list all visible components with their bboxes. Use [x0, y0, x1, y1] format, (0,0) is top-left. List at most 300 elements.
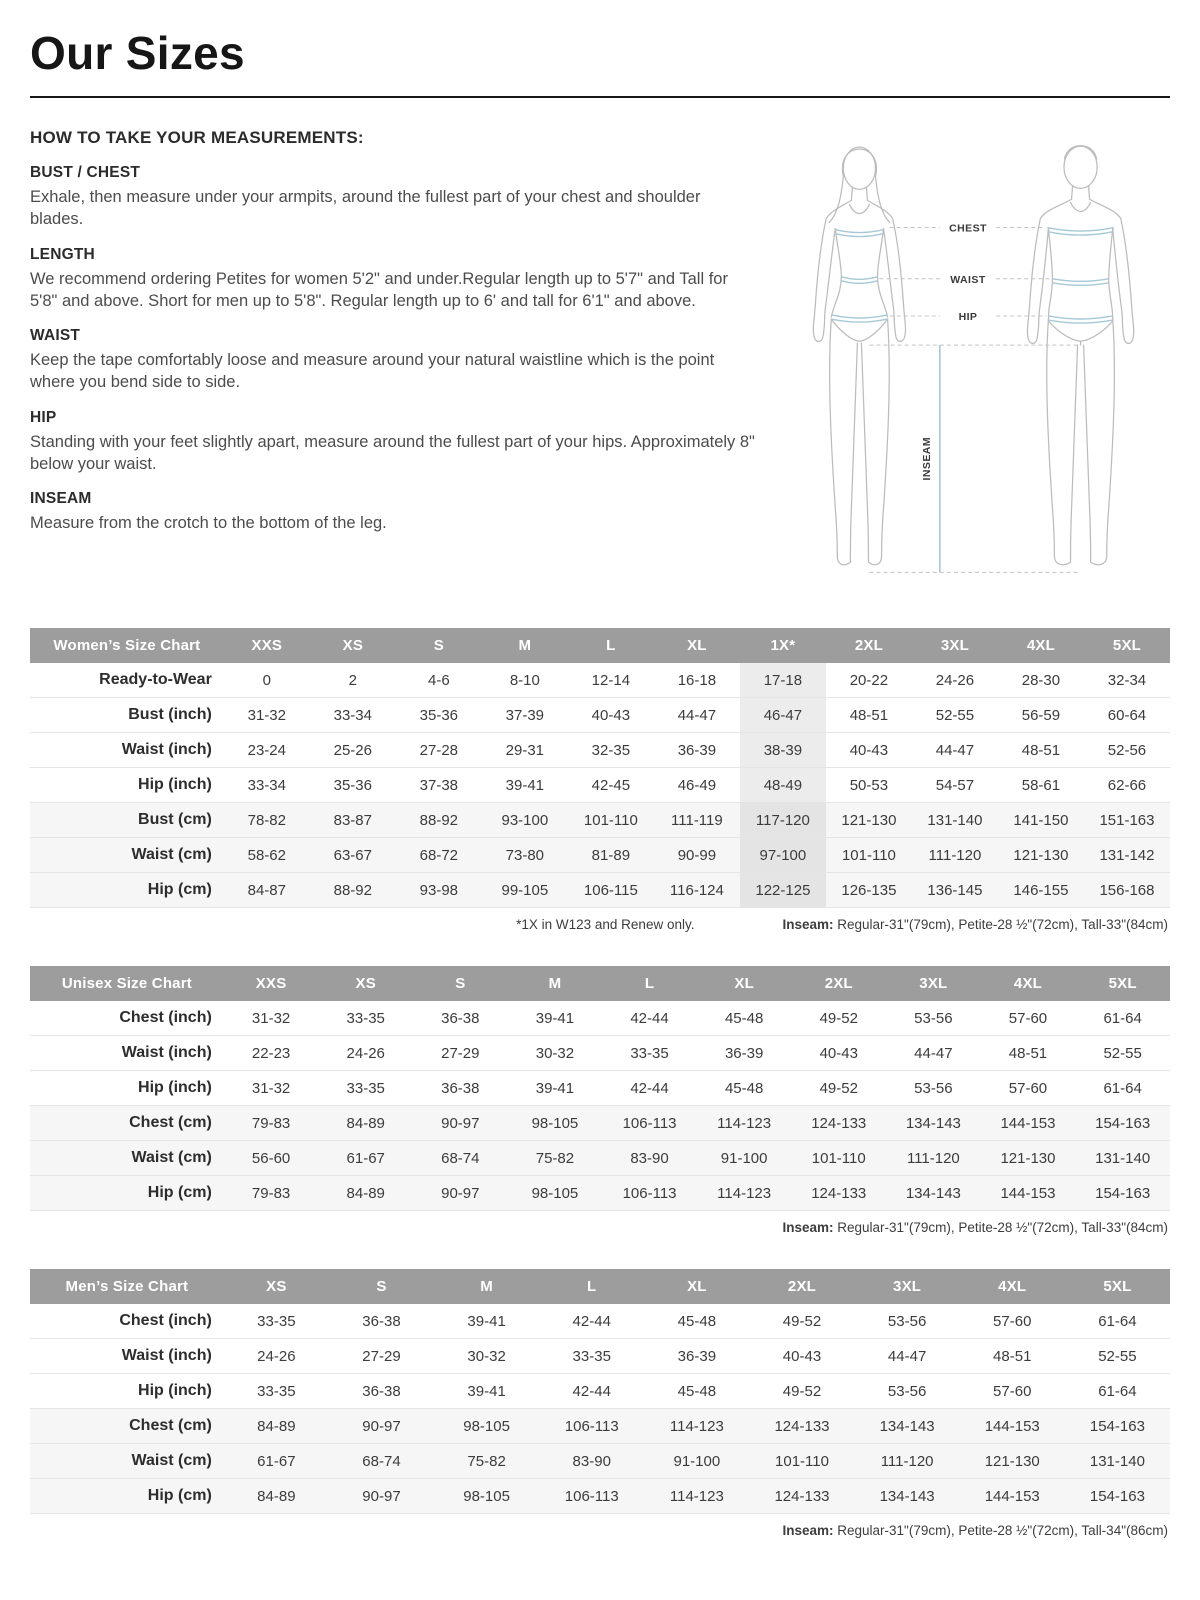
- size-value-cell: 16-18: [677, 671, 717, 689]
- table-title: Women’s Size Chart: [30, 628, 224, 663]
- size-value-cell: 56-59: [1021, 706, 1061, 724]
- section-body: We recommend ordering Petites for women 5'2" and under.Regular length up to 5'7" and Tall for 5'8" and above. Short for men up to 5'8". Regular length up to 6' and tall for 6'1" and above.: [30, 269, 728, 310]
- size-value-cell: 44-47: [887, 1347, 927, 1365]
- row-label: Hip (inch): [138, 1382, 212, 1400]
- row-label: Chest (cm): [129, 1114, 212, 1132]
- size-value-cell: 111-120: [906, 1149, 960, 1167]
- size-value-cell: 45-48: [677, 1382, 717, 1400]
- unisex-size-chart-section: [30, 966, 1170, 1235]
- size-value-cell: 28-30: [1021, 671, 1061, 689]
- size-column-header: 2XL: [749, 1269, 854, 1304]
- size-value-cell: 36-39: [677, 1347, 717, 1365]
- section-hip: [30, 409, 755, 476]
- size-value-cell: 50-53: [849, 776, 889, 794]
- size-column-header: 4XL: [960, 1269, 1065, 1304]
- waist-label: WAIST: [950, 273, 986, 286]
- size-value-cell: 17-18: [740, 663, 826, 698]
- size-value-cell: 22-23: [251, 1044, 291, 1062]
- size-row: [30, 1071, 1170, 1106]
- size-value-cell: 45-48: [724, 1009, 764, 1027]
- section-title: HIP: [30, 408, 57, 426]
- size-column-header: M: [508, 966, 603, 1001]
- size-value-cell: 30-32: [467, 1347, 506, 1365]
- row-label: Chest (inch): [119, 1312, 212, 1330]
- size-value-cell: 117-120: [740, 803, 826, 838]
- section-waist: [30, 327, 755, 394]
- size-row: [30, 803, 1170, 838]
- size-value-cell: 134-143: [905, 1114, 961, 1132]
- row-label: Chest (inch): [119, 1009, 212, 1027]
- size-value-cell: 33-35: [346, 1009, 385, 1027]
- size-value-cell: 52-55: [1103, 1044, 1142, 1062]
- size-value-cell: 106-113: [564, 1487, 619, 1505]
- size-value-cell: 98-105: [463, 1487, 510, 1505]
- size-column-header: XS: [318, 966, 413, 1001]
- size-value-cell: 39-41: [505, 776, 545, 794]
- section-bust-chest: [30, 164, 755, 231]
- inseam-footnote-text: Regular-31"(79cm), Petite-28 ½"(72cm), Tall-33"(84cm): [833, 917, 1168, 933]
- size-value-cell: 79-83: [251, 1184, 291, 1202]
- size-value-cell: 20-22: [849, 671, 889, 689]
- size-value-cell: 45-48: [724, 1079, 764, 1097]
- size-row: [30, 1176, 1170, 1211]
- size-column-header: L: [602, 966, 697, 1001]
- size-value-cell: 33-35: [257, 1382, 296, 1400]
- size-value-cell: 52-55: [935, 706, 975, 724]
- size-value-cell: 48-51: [993, 1347, 1032, 1365]
- size-value-cell: 106-113: [622, 1184, 677, 1202]
- size-row: [30, 663, 1170, 698]
- size-row: [30, 1106, 1170, 1141]
- row-label: Waist (cm): [131, 1452, 212, 1470]
- section-body: Measure from the crotch to the bottom of the leg.: [30, 514, 387, 533]
- size-column-header: 5XL: [1065, 1269, 1170, 1304]
- inseam-footnote-label: Inseam:: [782, 917, 834, 933]
- section-body: Standing with your feet slightly apart, measure around the fullest part of your hips. Approximately 8" below your waist.: [30, 432, 755, 473]
- footnote-inseam: [782, 1220, 1168, 1235]
- size-value-cell: 134-143: [879, 1417, 935, 1435]
- body-measurement-illustration: [779, 126, 1161, 598]
- size-value-cell: 111-120: [928, 846, 982, 864]
- size-value-cell: 154-163: [1095, 1114, 1151, 1132]
- section-title: WAIST: [30, 327, 81, 345]
- size-value-cell: 84-89: [257, 1487, 296, 1505]
- size-value-cell: 53-56: [914, 1079, 953, 1097]
- size-value-cell: 84-89: [346, 1114, 385, 1132]
- row-label: Bust (inch): [128, 706, 212, 724]
- size-column-header: XS: [224, 1269, 329, 1304]
- size-value-cell: 57-60: [993, 1382, 1032, 1400]
- man-measure-bands: [1047, 228, 1113, 323]
- size-column-header: M: [434, 1269, 539, 1304]
- size-column-header: XS: [310, 628, 396, 663]
- size-value-cell: 90-97: [441, 1184, 480, 1202]
- size-value-cell: 33-35: [346, 1079, 385, 1097]
- size-row: [30, 838, 1170, 873]
- measurement-instructions: [30, 124, 755, 549]
- size-value-cell: 124-133: [774, 1487, 830, 1505]
- size-row: [30, 1444, 1170, 1479]
- size-value-cell: 114-123: [717, 1184, 772, 1202]
- size-value-cell: 31-32: [251, 1079, 291, 1097]
- size-value-cell: 146-155: [1013, 881, 1069, 899]
- size-value-cell: 144-153: [1000, 1114, 1056, 1132]
- size-value-cell: 58-62: [247, 846, 286, 864]
- row-label: Hip (cm): [147, 1184, 212, 1202]
- size-value-cell: 24-26: [346, 1044, 385, 1062]
- size-value-cell: 33-34: [333, 706, 372, 724]
- mens-size-chart-section: [30, 1269, 1170, 1538]
- size-value-cell: 48-51: [849, 706, 889, 724]
- size-value-cell: 93-98: [419, 881, 459, 899]
- size-value-cell: 98-105: [531, 1184, 579, 1202]
- mens-footnotes: [30, 1523, 1168, 1538]
- size-value-cell: 46-49: [677, 776, 717, 794]
- size-value-cell: 99-105: [501, 881, 549, 899]
- size-row: [30, 1036, 1170, 1071]
- size-value-cell: 39-41: [467, 1382, 506, 1400]
- size-column-header: XXS: [224, 966, 319, 1001]
- size-column-header: XL: [697, 966, 792, 1001]
- size-value-cell: 27-29: [441, 1044, 480, 1062]
- row-label: Waist (cm): [131, 846, 212, 864]
- size-column-header: 2XL: [791, 966, 886, 1001]
- section-title: BUST / CHEST: [30, 164, 141, 181]
- row-label: Waist (cm): [131, 1149, 212, 1167]
- size-value-cell: 101-110: [775, 1452, 829, 1470]
- table-title: Men’s Size Chart: [30, 1269, 224, 1304]
- size-value-cell: 49-52: [819, 1009, 858, 1027]
- size-value-cell: 49-52: [782, 1312, 822, 1330]
- size-row: [30, 1141, 1170, 1176]
- size-value-cell: 91-100: [673, 1452, 721, 1470]
- size-value-cell: 136-145: [927, 881, 983, 899]
- size-value-cell: 134-143: [879, 1487, 935, 1505]
- size-value-cell: 84-89: [346, 1184, 385, 1202]
- size-value-cell: 53-56: [887, 1382, 927, 1400]
- size-value-cell: 78-82: [247, 811, 286, 829]
- size-value-cell: 75-82: [467, 1452, 506, 1470]
- size-value-cell: 52-56: [1107, 741, 1147, 759]
- size-value-cell: 37-39: [505, 706, 545, 724]
- size-value-cell: 25-26: [333, 741, 372, 759]
- row-label: Hip (cm): [147, 1487, 212, 1505]
- size-value-cell: 144-153: [984, 1417, 1040, 1435]
- size-value-cell: 53-56: [887, 1312, 927, 1330]
- size-value-cell: 35-36: [419, 706, 459, 724]
- size-value-cell: 27-29: [362, 1347, 401, 1365]
- size-value-cell: 83-90: [572, 1452, 611, 1470]
- size-column-header: 3XL: [912, 628, 998, 663]
- size-row: [30, 1001, 1170, 1036]
- size-value-cell: 57-60: [1008, 1009, 1048, 1027]
- size-value-cell: 29-31: [505, 741, 545, 759]
- inseam-label: INSEAM: [920, 437, 933, 481]
- size-value-cell: 12-14: [591, 671, 631, 689]
- size-value-cell: 124-133: [811, 1114, 867, 1132]
- size-value-cell: 32-34: [1107, 671, 1147, 689]
- page-title: Our Sizes: [30, 27, 245, 79]
- unisex-footnotes: [30, 1220, 1168, 1235]
- size-value-cell: 90-97: [362, 1417, 401, 1435]
- size-value-cell: 121-130: [984, 1452, 1040, 1470]
- size-value-cell: 106-115: [583, 881, 638, 899]
- size-value-cell: 24-26: [935, 671, 975, 689]
- woman-measure-bands: [831, 230, 887, 322]
- size-value-cell: 75-82: [535, 1149, 575, 1167]
- row-label: Waist (inch): [121, 1044, 212, 1062]
- size-value-cell: 30-32: [535, 1044, 575, 1062]
- chest-label: CHEST: [949, 222, 987, 235]
- size-row: [30, 1409, 1170, 1444]
- size-value-cell: 56-60: [251, 1149, 291, 1167]
- size-value-cell: 124-133: [811, 1184, 867, 1202]
- size-value-cell: 68-74: [441, 1149, 480, 1167]
- size-row: [30, 873, 1170, 908]
- size-value-cell: 61-64: [1103, 1009, 1142, 1027]
- size-value-cell: 36-38: [441, 1009, 480, 1027]
- size-value-cell: 114-123: [669, 1417, 724, 1435]
- size-value-cell: 131-140: [1089, 1452, 1145, 1470]
- size-value-cell: 35-36: [333, 776, 372, 794]
- size-value-cell: 134-143: [905, 1184, 961, 1202]
- size-value-cell: 63-67: [333, 846, 372, 864]
- size-value-cell: 58-61: [1021, 776, 1061, 794]
- size-value-cell: 40-43: [591, 706, 631, 724]
- size-value-cell: 36-38: [441, 1079, 480, 1097]
- size-value-cell: 31-32: [247, 706, 286, 724]
- inseam-footnote-label: Inseam:: [782, 1523, 834, 1539]
- row-label: Chest (cm): [129, 1417, 212, 1435]
- footnote-inseam: [782, 917, 1168, 932]
- size-value-cell: 121-130: [1000, 1149, 1056, 1167]
- size-value-cell: 31-32: [251, 1009, 291, 1027]
- size-value-cell: 0: [262, 671, 271, 689]
- womens-size-chart-section: [30, 628, 1170, 932]
- size-row: [30, 733, 1170, 768]
- size-value-cell: 121-130: [841, 811, 897, 829]
- size-value-cell: 44-47: [677, 706, 717, 724]
- size-value-cell: 61-67: [346, 1149, 385, 1167]
- size-row: [30, 1374, 1170, 1409]
- size-value-cell: 61-67: [257, 1452, 296, 1470]
- womens-size-chart-table: [30, 628, 1170, 908]
- size-value-cell: 61-64: [1103, 1079, 1142, 1097]
- footnote-inseam: [782, 1523, 1168, 1538]
- inseam-footnote-text: Regular-31"(79cm), Petite-28 ½"(72cm), Tall-33"(84cm): [833, 1220, 1168, 1236]
- size-column-header: S: [329, 1269, 434, 1304]
- size-value-cell: 68-72: [419, 846, 459, 864]
- size-column-header: XXS: [224, 628, 310, 663]
- size-value-cell: 156-168: [1099, 881, 1155, 899]
- size-value-cell: 88-92: [333, 881, 372, 899]
- size-value-cell: 46-47: [740, 698, 826, 733]
- size-column-header: XL: [654, 628, 740, 663]
- size-value-cell: 42-44: [572, 1312, 611, 1330]
- section-title: LENGTH: [30, 245, 95, 263]
- size-row: [30, 768, 1170, 803]
- size-value-cell: 61-64: [1098, 1382, 1137, 1400]
- size-value-cell: 151-163: [1099, 811, 1155, 829]
- size-value-cell: 36-38: [362, 1382, 401, 1400]
- row-label: Waist (inch): [121, 1347, 212, 1365]
- size-value-cell: 53-56: [914, 1009, 953, 1027]
- size-value-cell: 32-35: [591, 741, 631, 759]
- size-value-cell: 33-34: [247, 776, 286, 794]
- size-value-cell: 116-124: [669, 881, 724, 899]
- size-column-header: 5XL: [1075, 966, 1170, 1001]
- size-value-cell: 73-80: [505, 846, 545, 864]
- size-value-cell: 101-110: [841, 846, 896, 864]
- size-value-cell: 84-87: [247, 881, 286, 899]
- size-value-cell: 42-45: [591, 776, 631, 794]
- size-row: [30, 1339, 1170, 1374]
- size-value-cell: 84-89: [257, 1417, 296, 1435]
- size-value-cell: 131-140: [1095, 1149, 1151, 1167]
- size-column-header: L: [539, 1269, 644, 1304]
- size-value-cell: 111-119: [671, 811, 723, 829]
- size-value-cell: 91-100: [720, 1149, 768, 1167]
- woman-figure: [813, 147, 905, 565]
- row-label: Hip (inch): [138, 776, 212, 794]
- size-column-header: 3XL: [886, 966, 981, 1001]
- size-value-cell: 60-64: [1107, 706, 1147, 724]
- row-label: Ready-to-Wear: [99, 671, 212, 689]
- size-value-cell: 45-48: [677, 1312, 717, 1330]
- size-value-cell: 126-135: [841, 881, 897, 899]
- size-value-cell: 98-105: [463, 1417, 510, 1435]
- size-value-cell: 98-105: [531, 1114, 579, 1132]
- size-value-cell: 93-100: [501, 811, 549, 829]
- instructions-heading: HOW TO TAKE YOUR MEASUREMENTS:: [30, 128, 364, 147]
- size-value-cell: 4-6: [427, 671, 450, 689]
- table-title: Unisex Size Chart: [30, 966, 224, 1001]
- size-value-cell: 121-130: [1013, 846, 1069, 864]
- size-value-cell: 90-99: [677, 846, 717, 864]
- size-value-cell: 79-83: [251, 1114, 291, 1132]
- size-value-cell: 39-41: [535, 1079, 575, 1097]
- size-value-cell: 40-43: [849, 741, 889, 759]
- size-value-cell: 90-97: [362, 1487, 401, 1505]
- size-value-cell: 44-47: [935, 741, 975, 759]
- size-column-header: 4XL: [998, 628, 1084, 663]
- size-value-cell: 90-97: [441, 1114, 480, 1132]
- size-value-cell: 44-47: [914, 1044, 953, 1062]
- size-row: [30, 1304, 1170, 1339]
- title-divider: [30, 96, 1170, 98]
- size-value-cell: 36-39: [724, 1044, 764, 1062]
- row-label: Waist (inch): [121, 741, 212, 759]
- size-column-header: S: [396, 628, 482, 663]
- section-body: Keep the tape comfortably loose and measure around your natural waistline which is the point where you bend side to side.: [30, 351, 715, 392]
- row-label: Hip (inch): [138, 1079, 212, 1097]
- man-figure: [1027, 146, 1133, 565]
- measurement-figure: [779, 124, 1161, 598]
- size-value-cell: 57-60: [993, 1312, 1032, 1330]
- intro-section: [30, 124, 1170, 598]
- size-value-cell: 36-39: [677, 741, 717, 759]
- size-value-cell: 27-28: [419, 741, 459, 759]
- section-title: INSEAM: [30, 490, 92, 508]
- size-column-header: 2XL: [826, 628, 912, 663]
- size-value-cell: 42-44: [572, 1382, 611, 1400]
- size-value-cell: 36-38: [362, 1312, 401, 1330]
- size-value-cell: 97-100: [740, 838, 826, 873]
- header-row: [30, 1269, 1170, 1304]
- size-row: [30, 698, 1170, 733]
- size-value-cell: 83-87: [333, 811, 372, 829]
- size-column-header: M: [482, 628, 568, 663]
- size-value-cell: 54-57: [935, 776, 975, 794]
- size-value-cell: 39-41: [467, 1312, 506, 1330]
- size-value-cell: 144-153: [1000, 1184, 1056, 1202]
- row-label: Hip (cm): [147, 881, 212, 899]
- header-row: [30, 628, 1170, 663]
- size-column-header: XL: [644, 1269, 749, 1304]
- size-value-cell: 23-24: [247, 741, 286, 759]
- size-value-cell: 131-142: [1099, 846, 1155, 864]
- size-value-cell: 114-123: [717, 1114, 772, 1132]
- size-value-cell: 48-51: [1008, 1044, 1048, 1062]
- header-row: [30, 966, 1170, 1001]
- hip-label: HIP: [958, 311, 978, 324]
- size-value-cell: 106-113: [564, 1417, 619, 1435]
- size-value-cell: 38-39: [740, 733, 826, 768]
- size-value-cell: 33-35: [630, 1044, 669, 1062]
- section-inseam: [30, 490, 755, 534]
- size-value-cell: 2: [348, 671, 357, 689]
- size-value-cell: 52-55: [1098, 1347, 1137, 1365]
- size-row: [30, 1479, 1170, 1514]
- size-column-header: 3XL: [855, 1269, 960, 1304]
- size-value-cell: 40-43: [782, 1347, 822, 1365]
- size-value-cell: 81-89: [591, 846, 631, 864]
- size-column-header: 1X*: [740, 628, 826, 663]
- size-value-cell: 39-41: [535, 1009, 575, 1027]
- size-value-cell: 101-110: [811, 1149, 866, 1167]
- size-value-cell: 106-113: [622, 1114, 677, 1132]
- size-value-cell: 101-110: [583, 811, 638, 829]
- footnote-1x: *1X in W123 and Renew only.: [516, 917, 695, 933]
- size-value-cell: 33-35: [572, 1347, 611, 1365]
- inseam-footnote-text: Regular-31"(79cm), Petite-28 ½"(72cm), Tall-34"(86cm): [833, 1523, 1168, 1539]
- size-value-cell: 154-163: [1089, 1417, 1145, 1435]
- size-value-cell: 141-150: [1013, 811, 1069, 829]
- size-value-cell: 49-52: [819, 1079, 858, 1097]
- size-value-cell: 48-49: [740, 768, 826, 803]
- section-body: Exhale, then measure under your armpits, around the fullest part of your chest and shoulder blades.: [30, 188, 701, 229]
- size-value-cell: 42-44: [630, 1009, 669, 1027]
- size-value-cell: 49-52: [782, 1382, 822, 1400]
- size-column-header: 5XL: [1084, 628, 1170, 663]
- mens-size-chart-table: [30, 1269, 1170, 1514]
- size-value-cell: 48-51: [1021, 741, 1061, 759]
- size-value-cell: 24-26: [257, 1347, 296, 1365]
- size-value-cell: 154-163: [1095, 1184, 1151, 1202]
- size-value-cell: 68-74: [362, 1452, 401, 1470]
- size-value-cell: 154-163: [1089, 1487, 1145, 1505]
- size-value-cell: 37-38: [419, 776, 459, 794]
- section-length: [30, 246, 755, 313]
- size-value-cell: 42-44: [630, 1079, 669, 1097]
- size-value-cell: 122-125: [740, 873, 826, 908]
- size-value-cell: 88-92: [419, 811, 459, 829]
- size-value-cell: 114-123: [669, 1487, 724, 1505]
- unisex-size-chart-table: [30, 966, 1170, 1211]
- size-value-cell: 144-153: [984, 1487, 1040, 1505]
- womens-footnotes: [30, 917, 1168, 932]
- row-label: Bust (cm): [138, 811, 212, 829]
